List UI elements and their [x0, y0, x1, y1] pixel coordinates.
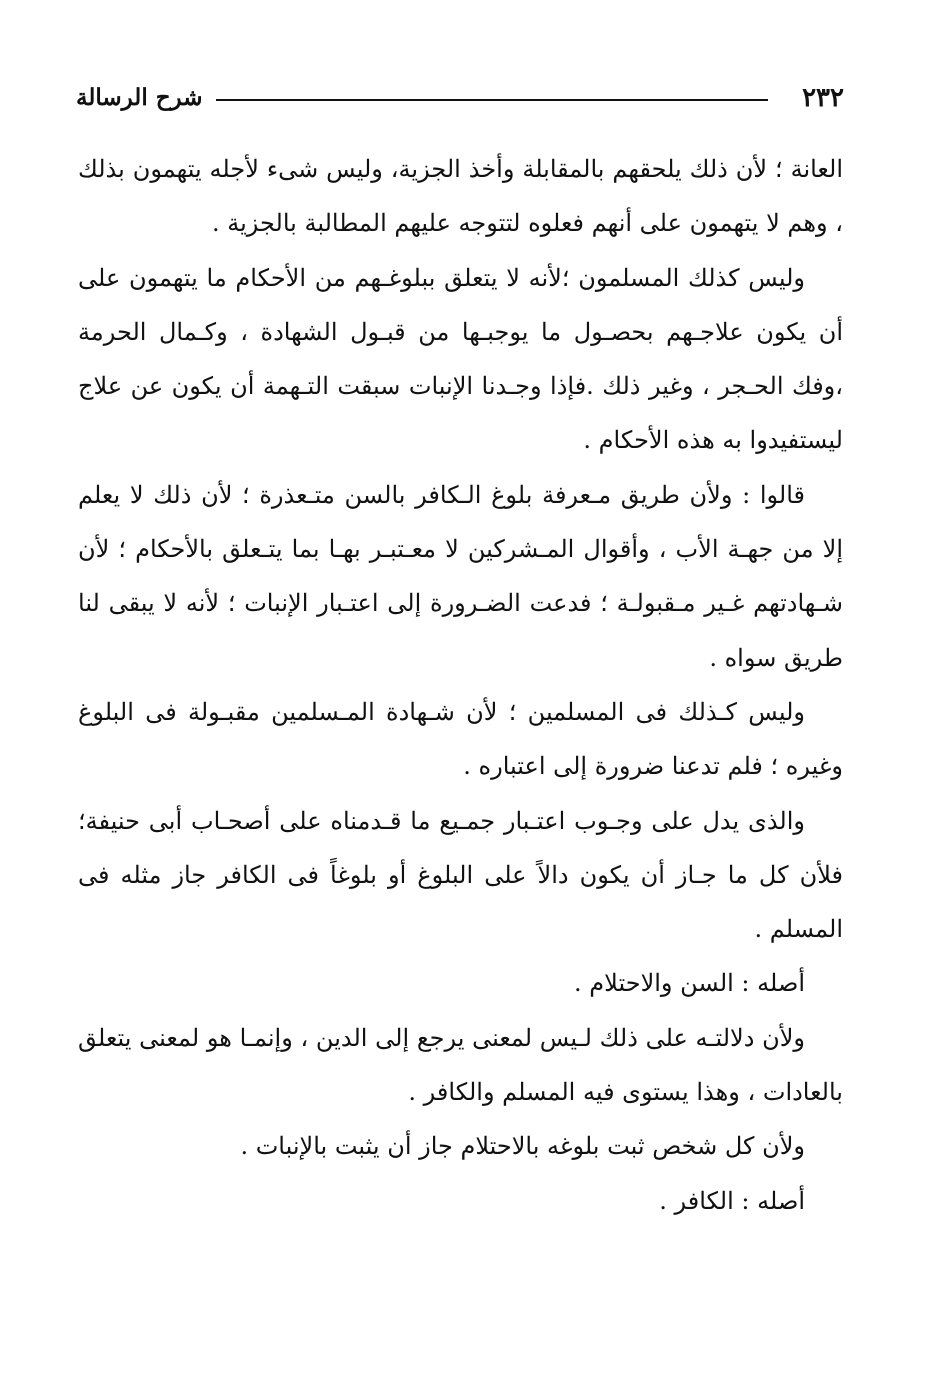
- header-rule: [216, 99, 768, 101]
- page-number: ٢٣٢: [802, 83, 844, 113]
- paragraph-6: أصله : السن والاحتلام .: [574, 969, 805, 998]
- paragraph-9: أصله : الكافر .: [659, 1186, 805, 1215]
- paragraph-2: وليس كذلك المسلمون ؛لأنه لا يتعلق ببلوغـهم من الأحكام ما يتهمون على أن يكون علاجـهم بحصـول ما يوجبـها من قبـول الشهادة ، وكـمال الحرمة ،وفك الحـجر ، وغير ذلك .فإذا وجـدنا الإنبات سبقت التـهمة أن يكون عن علاج ليستفيدوا به هذه الأحكام .: [78, 263, 843, 455]
- paragraph-5: والذى يدل على وجـوب اعتـبار جمـيع ما قـدمناه على أصحـاب أبى حنيفة؛ فلأن كل ما جـاز أن يكون دالاً على البلوغ أو بلوغاً فى الكافر جاز مثله فى المسلم .: [78, 806, 843, 944]
- paragraph-4: وليس كـذلك فى المسلمين ؛ لأن شـهادة المـسلمين مقبـولة فى البلوغ وغيره ؛ فلم تدعنا ضرورة إلى اعتباره .: [78, 697, 843, 781]
- paragraph-3: قالوا : ولأن طريق مـعرفة بلوغ الـكافر بالسن متـعذرة ؛ لأن ذلك لا يعلم إلا من جهـة الأب ، وأقوال المـشركين لا معـتبـر بهـا بما يتـعلق بالأحكام ؛ لأن شـهادتهم غـير مـقبولـة ؛ فدعت الضـرورة إلى اعتـبار الإنبات ؛ لأنه لا يبقى لنا طريق سواه .: [78, 480, 843, 672]
- paragraph-1: العانة ؛ لأن ذلك يلحقهم بالمقابلة وأخذ الجزية، وليس شىء لأجله يتهمون بذلك ، وهم لا يتهمون على أنهم فعلوه لتتوجه عليهم المطالبة بالجزية .: [78, 155, 843, 238]
- paragraph-8: ولأن كل شخص ثبت بلوغه بالاحتلام جاز أن يثبت بالإنبات .: [240, 1132, 805, 1161]
- running-title: شرح الرسالة: [76, 84, 203, 111]
- paragraph-7: ولأن دلالتـه على ذلك لـيس لمعنى يرجع إلى الدين ، وإنمـا هو لمعنى يتعلق بالعادات ، وهذا يستوى فيه المسلم والكافر .: [78, 1023, 843, 1107]
- page-header: [76, 78, 844, 118]
- body-text: [78, 142, 843, 1228]
